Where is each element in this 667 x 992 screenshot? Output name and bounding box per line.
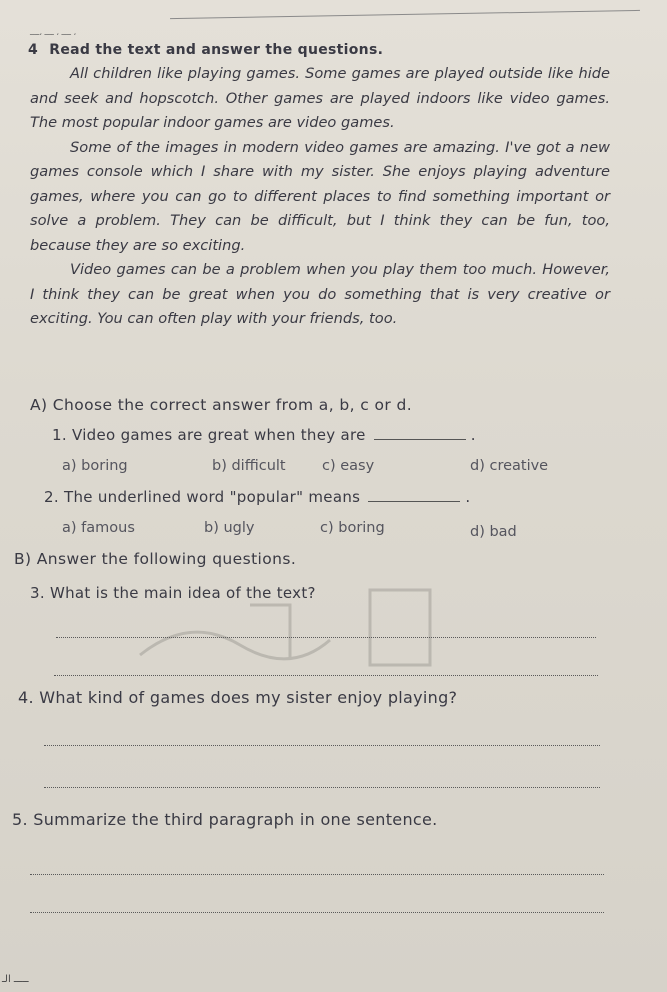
answer-blank[interactable] xyxy=(374,427,466,440)
answer-line-3b[interactable] xyxy=(54,675,598,676)
question-5: 5. Summarize the third paragraph in one sentence. xyxy=(12,810,438,829)
q1-option-d[interactable]: d) creative xyxy=(470,458,549,474)
question-3: 3. What is the main idea of the text? xyxy=(30,584,316,602)
q1-option-c[interactable]: c) easy xyxy=(322,458,375,474)
question-1-end: . xyxy=(470,426,476,444)
answer-blank[interactable] xyxy=(368,489,460,502)
q2-option-a[interactable]: a) famous xyxy=(62,520,135,536)
passage-paragraph-1: All children like playing games. Some games are played outside like hide and seek and hopscotch. Other games are played indoors like video games. The most popular indoor games are video games. xyxy=(30,65,610,131)
task-number: 4 xyxy=(28,42,39,58)
answer-line-4b[interactable] xyxy=(44,787,600,788)
section-a-heading: A) Choose the correct answer from a, b, c or d. xyxy=(30,396,413,414)
answer-line-5a[interactable] xyxy=(30,874,604,875)
passage-paragraph-3: Video games can be a problem when you play them too much. However, I think they can be great when you do something that is very creative or exciting. You can often play with your friends, too. xyxy=(30,261,610,327)
task-title xyxy=(28,42,383,58)
question-1 xyxy=(52,426,476,444)
reading-passage xyxy=(30,62,610,332)
footer-scrawl: ـــــ الـ xyxy=(2,974,29,985)
q2-option-b[interactable]: b) ugly xyxy=(204,520,255,536)
answer-line-3a[interactable] xyxy=(56,637,596,638)
question-2-end: . xyxy=(465,488,471,506)
header-scrawl: ــــ ، ــــ ،ــــ ، xyxy=(30,28,77,37)
section-b-heading: B) Answer the following questions. xyxy=(14,550,297,568)
q2-option-d[interactable]: d) bad xyxy=(470,524,517,540)
q2-option-c[interactable]: c) boring xyxy=(320,520,385,536)
q1-option-b[interactable]: b) difficult xyxy=(212,458,286,474)
question-2 xyxy=(44,488,470,506)
q1-option-a[interactable]: a) boring xyxy=(62,458,128,474)
answer-line-4a[interactable] xyxy=(44,745,600,746)
show-through-drawing xyxy=(130,585,480,670)
question-2-text: 2. The underlined word "popular" means xyxy=(44,488,361,506)
passage-paragraph-2: Some of the images in modern video games are amazing. I've got a new games console which I share with my sister. She enjoys playing adventure games, where you can go to different places to find something important or solve a problem. They can be difficult, but I think they can be fun, too, because they are so exciting. xyxy=(30,138,610,254)
top-rule xyxy=(170,10,640,19)
answer-line-5b[interactable] xyxy=(30,912,604,913)
task-instruction: Read the text and answer the questions. xyxy=(49,42,384,58)
question-1-text: 1. Video games are great when they are xyxy=(52,426,366,444)
question-4: 4. What kind of games does my sister enjoy playing? xyxy=(18,688,458,707)
